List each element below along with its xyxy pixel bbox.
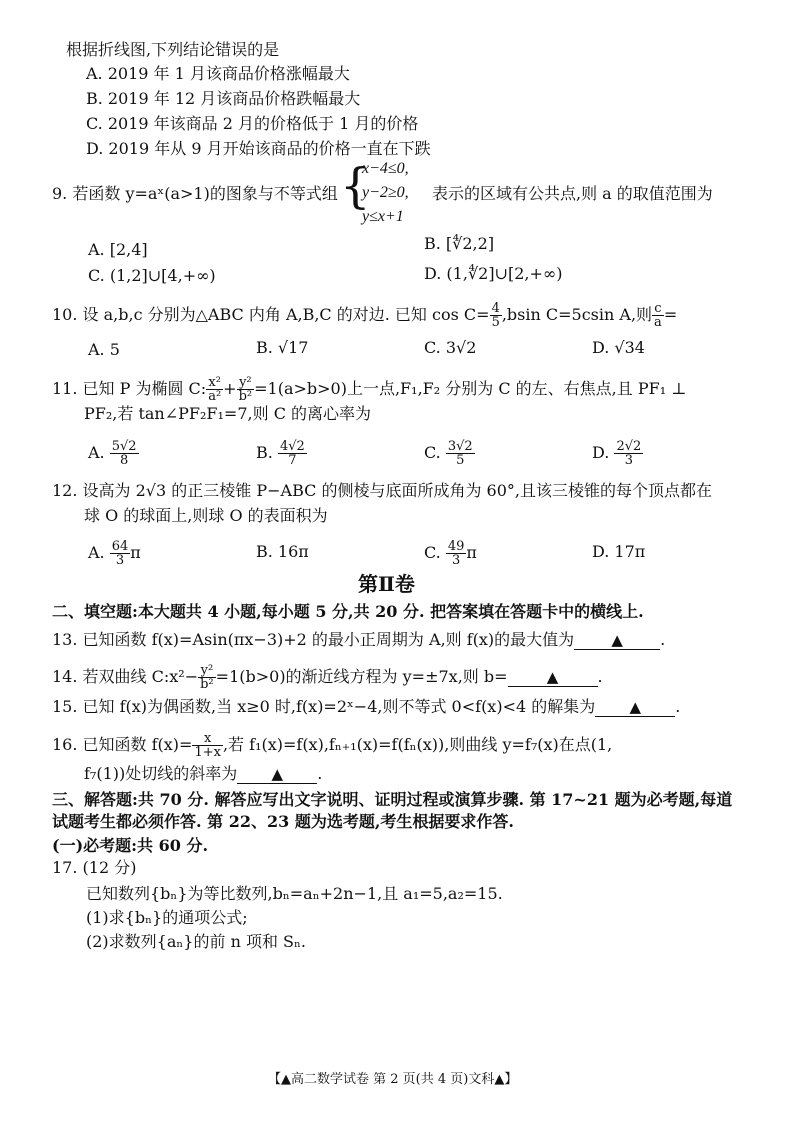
q10-fraction-ca: $\frac{c}{a}$: [654, 301, 662, 330]
q17-stem: 已知数列{bₙ}为等比数列,bₙ=aₙ+2n−1,且 a₁=5,a₂=15.: [86, 884, 503, 903]
fill-in-header: 二、填空题:本大题共 4 小题,每小题 5 分,共 20 分. 把答案填在答题卡中的横线上.: [52, 602, 644, 621]
q8-option-b: B. 2019 年 12 月该商品价格跌幅最大: [86, 89, 361, 108]
q14-fraction: $\frac{\text{y²}}{\text{b²}}$: [200, 663, 214, 692]
q9-stem-post: 表示的区域有公共点,则 a 的取值范围为: [432, 184, 713, 203]
q9-brace: {: [340, 158, 371, 214]
solutions-header-line1: 三、解答题:共 70 分. 解答应写出文字说明、证明过程或演算步骤. 第 17~21 题为必考题,每道: [52, 790, 733, 809]
q9-ineq-2: y−2≥0,: [362, 184, 409, 201]
q12-stem-line1: 12. 设高为 2√3 的正三棱锥 P−ABC 的侧棱与底面所成角为 60°,且该三棱锥的每个顶点都在: [52, 481, 712, 500]
q10-option-d: D. √34: [592, 338, 645, 357]
q11-option-a: A. $\frac{5√2}{8}$: [88, 439, 137, 468]
q11-option-c: C. $\frac{3√2}{5}$: [424, 439, 473, 468]
q10-fraction-cos: $\frac{4}{5}$: [491, 301, 500, 330]
q11-option-b: B. $\frac{4√2}{7}$: [256, 439, 305, 468]
solutions-header-line2: 试题考生都必须作答. 第 22、23 题为选考题,考生根据要求作答.: [52, 812, 514, 831]
q11-stem-line2: PF₂,若 tan∠PF₂F₁=7,则 C 的离心率为: [84, 404, 372, 423]
q8-option-a: A. 2019 年 1 月该商品价格涨幅最大: [86, 64, 350, 83]
q10-stem-pre: 10. 设 a,b,c 分别为△ABC 内角 A,B,C 的对边. 已知 cos C=: [52, 305, 490, 324]
page-footer: [268, 1070, 517, 1090]
q15-answer-blank: ▲: [595, 698, 675, 717]
q12-option-a: A. $\frac{64}{3}$ π: [88, 539, 141, 568]
q11-stem-post: =1(a>b>0)上一点,F₁,F₂ 分别为 C 的左、右焦点,且 PF₁ ⊥: [254, 379, 687, 398]
q12-option-b: B. 16π: [256, 542, 309, 561]
q8-option-d: D. 2019 年从 9 月开始该商品的价格一直在下跌: [86, 139, 431, 158]
q9-ineq-1: x−4≤0,: [362, 160, 409, 177]
q13-stem: 13. 已知函数 f(x)=Asin(πx−3)+2 的最小正周期为 A,则 f(x)的最大值为 ▲ .: [52, 630, 666, 649]
q16-stem: 16. 已知函数 f(x)= $\frac{x}{1+x}$ ,若 f₁(x)=f(x),fₙ₊₁(x)=f(fₙ(x)),则曲线 y=f₇(x)在点(1,: [52, 731, 613, 760]
q10-stem-mid: ,bsin C=5csin A,则: [501, 305, 653, 324]
q11-option-d: D. $\frac{2√2}{3}$: [592, 439, 642, 468]
q9-ineq-3: y≤x+1: [362, 208, 404, 225]
q9-option-d: D. (1,∜2]∪[2,+∞): [424, 264, 563, 283]
q14-stem: 14. 若双曲线 C:x²− $\frac{\text{y²}}{\text{b²}}$ =1(b>0)的渐近线方程为 y=±7x,则 b= ▲ .: [52, 663, 603, 692]
part2-title: 第Ⅱ卷: [358, 572, 415, 596]
footer-text: 高二数学试卷 第 2 页(共 4 页)文科: [291, 1072, 495, 1087]
q11-fraction-x: $\frac{\text{x²}}{\text{a²}}$: [208, 375, 222, 404]
footer-right-mark: ▲】: [494, 1072, 518, 1087]
q12-option-c: C. $\frac{49}{3}$ π: [424, 539, 477, 568]
q11-stem: [52, 376, 686, 403]
q10-stem-post: =: [663, 305, 678, 324]
q11-fraction-y: $\frac{\text{y²}}{\text{b²}}$: [238, 375, 253, 404]
q16-stem-line2: f₇(1))处切线的斜率为 ▲ .: [84, 764, 323, 783]
q15-stem: 15. 已知 f(x)为偶函数,当 x≥0 时,f(x)=2ˣ−4,则不等式 0<f(x)<4 的解集为 ▲ .: [52, 697, 681, 716]
q9-option-c: C. (1,2]∪[4,+∞): [88, 266, 216, 285]
q14-answer-blank: ▲: [508, 668, 598, 687]
q11-stem-pre: 11. 已知 P 为椭圆 C:: [52, 379, 207, 398]
q13-answer-blank: ▲: [574, 631, 660, 650]
q17-number: 17. (12 分): [52, 858, 137, 877]
q16-answer-blank: ▲: [237, 765, 317, 784]
q11-plus: +: [223, 379, 237, 398]
q10-option-b: B. √17: [256, 338, 309, 357]
q10-option-a: A. 5: [88, 340, 120, 359]
q8-option-c: C. 2019 年该商品 2 月的价格低于 1 月的价格: [86, 114, 419, 133]
required-section-header: (一)必考题:共 60 分.: [52, 836, 209, 855]
q10-stem: [52, 302, 677, 329]
q9-option-b: B. [∜2,2]: [424, 234, 495, 253]
q9-stem-pre: 9. 若函数 y=aˣ(a>1)的图象与不等式组: [52, 184, 338, 203]
q9-option-a: A. [2,4]: [88, 240, 148, 259]
q17-part-2: (2)求数列{aₙ}的前 n 项和 Sₙ.: [86, 932, 307, 951]
q12-stem-line2: 球 O 的球面上,则球 O 的表面积为: [84, 506, 328, 525]
footer-left-mark: 【▲: [268, 1072, 291, 1087]
q16-fraction: $\frac{x}{1+x}$: [194, 731, 221, 760]
q17-part-1: (1)求{bₙ}的通项公式;: [86, 908, 248, 927]
q10-option-c: C. 3√2: [424, 338, 477, 357]
q8-stem: 根据折线图,下列结论错误的是: [66, 40, 280, 59]
q12-option-d: D. 17π: [592, 542, 646, 561]
